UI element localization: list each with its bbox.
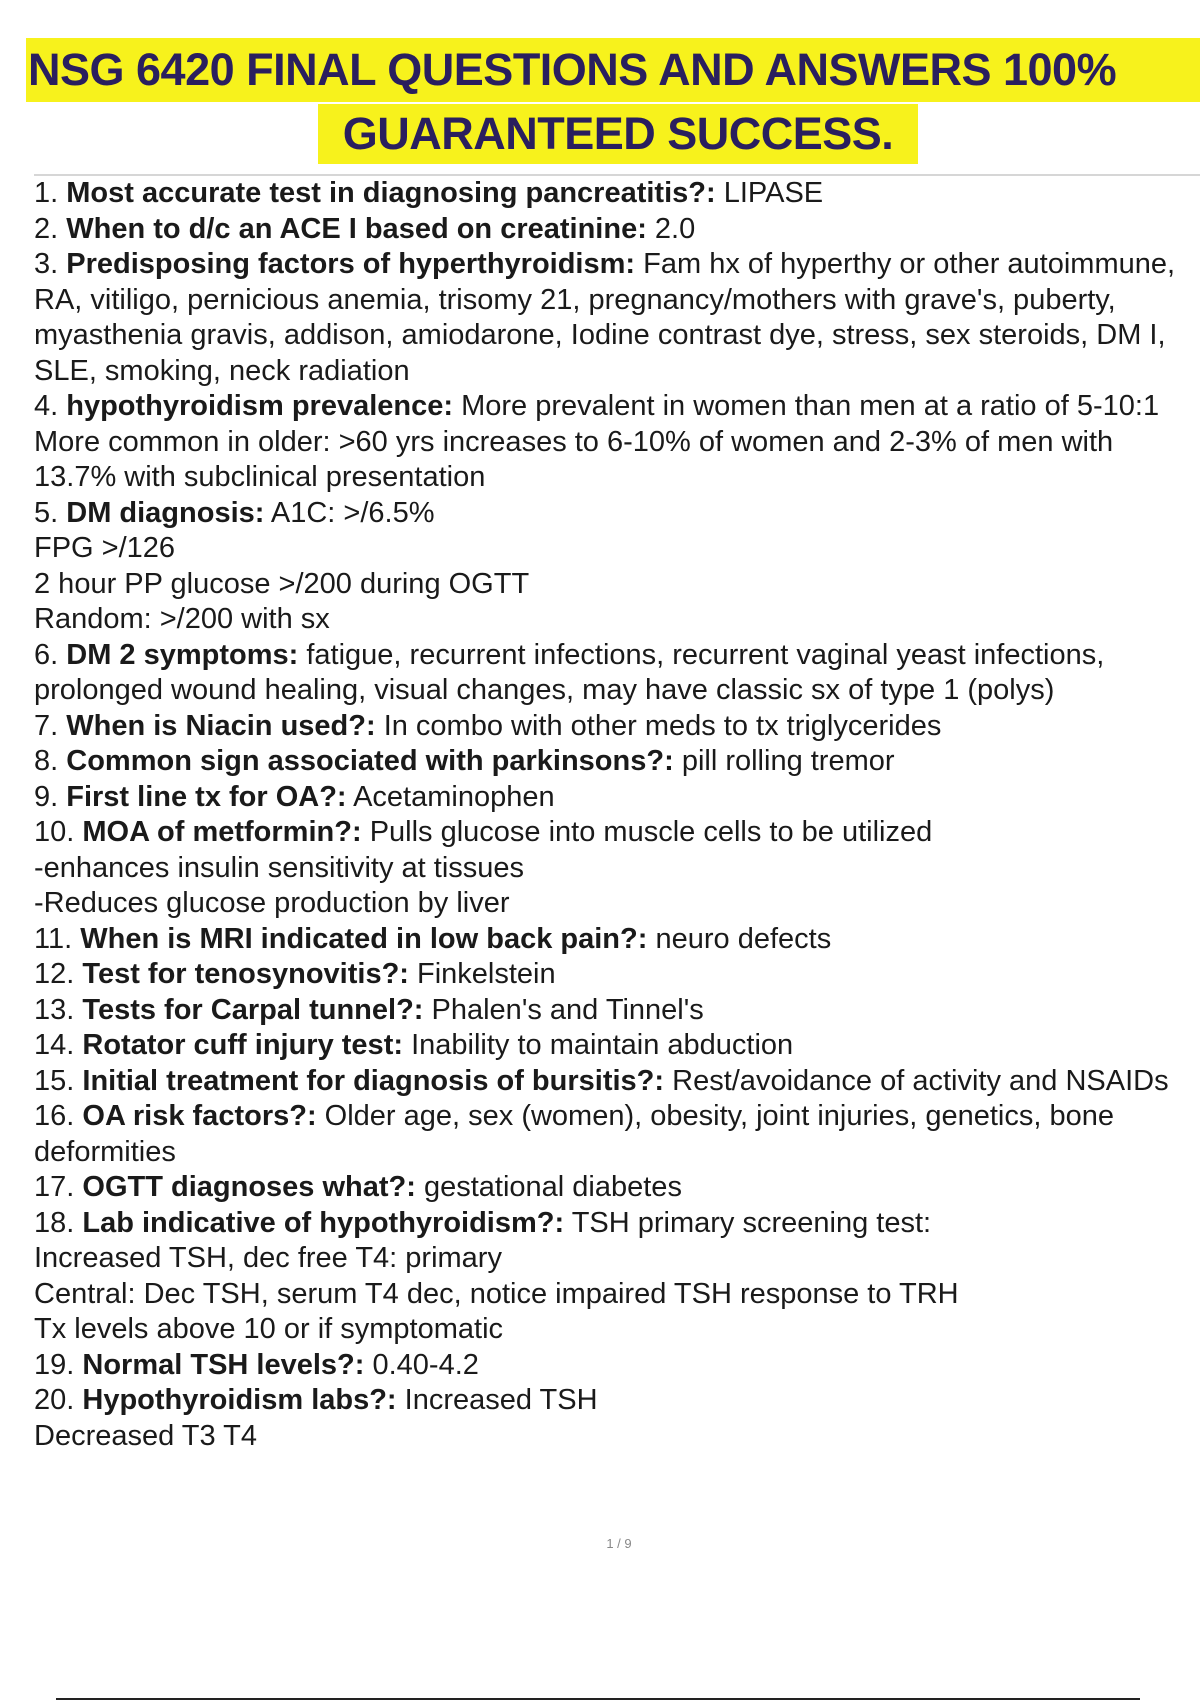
qa-answer: 2.0 [654,212,696,245]
qa-question: Common sign associated with parkinsons?: [66,745,674,777]
qa-answer: Rest/avoidance of activity and NSAIDs [672,1064,1169,1097]
qa-answer-line: -enhances insulin sensitivity at tissues [34,851,525,884]
title-highlight-line2 [318,104,918,164]
qa-answer: pill rolling tremor [681,745,895,777]
qa-item [34,993,1200,1029]
qa-item [34,780,1200,816]
qa-question: OA risk factors?: [82,1100,317,1132]
qa-answer: Phalen's and Tinnel's [431,993,704,1026]
qa-item [34,957,1200,993]
qa-answer: Older age, sex (women), obesity, joint injuries, genetics, bone deformities [34,1100,1114,1168]
qa-answer: Pulls glucose into muscle cells to be utilized [369,816,933,848]
qa-answer: Inability to maintain abduction [411,1029,794,1061]
qa-answer: LIPASE [723,177,824,209]
qa-answer-line: Tx levels above 10 or if symptomatic [34,1313,504,1345]
qa-item [34,389,1200,425]
qa-item [34,744,1200,780]
qa-number: 20. [34,1384,75,1416]
qa-item [34,1064,1200,1100]
qa-item [34,638,1200,709]
qa-item [34,496,1200,532]
qa-question: Normal TSH levels?: [82,1348,365,1381]
qa-answer: neuro defects [655,922,832,955]
qa-number: 6. [34,638,59,671]
qa-list [34,176,1200,1454]
qa-answer-line: More common in older: >60 yrs increases to 6-10% of women and 2-3% of men with 13.7% with subclinical presentation [34,425,1114,493]
qa-question: First line tx for OA?: [66,780,347,813]
qa-answer: Increased TSH [404,1384,598,1416]
qa-answer: gestational diabetes [423,1171,682,1203]
qa-question: Initial treatment for diagnosis of bursitis?: [82,1064,665,1097]
qa-number: 4. [34,390,59,422]
qa-item [34,815,1200,851]
qa-answer: In combo with other meds to tx triglycerides [383,709,942,742]
qa-item [34,212,1200,248]
qa-item [34,1206,1200,1242]
qa-question: OGTT diagnoses what?: [82,1171,416,1203]
page-number: 1 / 9 [606,1536,632,1551]
qa-answer: 0.40-4.2 [372,1348,479,1381]
qa-number: 3. [34,248,59,280]
qa-answer: TSH primary screening test: [571,1206,932,1239]
qa-question: Tests for Carpal tunnel?: [82,993,424,1026]
qa-item [34,922,1200,958]
qa-question: When to d/c an ACE I based on creatinine: [66,212,647,245]
qa-answer: Finkelstein [417,958,556,990]
qa-answer: fatigue, recurrent infections, recurrent vaginal yeast infections, prolonged wound healing, visual changes, may have classic sx of type 1 (polys) [34,638,1105,706]
qa-number: 14. [34,1029,75,1061]
qa-question: Lab indicative of hypothyroidism?: [82,1206,565,1239]
qa-item [34,1028,1200,1064]
qa-item [34,176,1200,212]
qa-question: Predisposing factors of hyperthyroidism: [66,248,636,280]
qa-answer-line: 2 hour PP glucose >/200 during OGTT [34,567,530,600]
qa-item [34,1099,1200,1170]
qa-question: MOA of metformin?: [82,816,362,848]
qa-answer-line: Decreased T3 T4 [34,1419,257,1452]
qa-number: 19. [34,1348,75,1381]
qa-question: When is MRI indicated in low back pain?: [80,922,648,955]
qa-number: 1. [34,177,59,209]
qa-item [34,1170,1200,1206]
qa-question: hypothyroidism prevalence: [66,390,454,422]
qa-answer-line: Central: Dec TSH, serum T4 dec, notice impaired TSH response to TRH [34,1277,959,1310]
qa-item [34,247,1200,389]
qa-number: 8. [34,745,59,777]
qa-answer-line: Random: >/200 with sx [34,603,330,635]
qa-answer: Acetaminophen [353,780,555,813]
qa-answer: A1C: >/6.5% [270,496,435,529]
qa-item [34,1348,1200,1384]
qa-number: 18. [34,1206,75,1239]
qa-number: 7. [34,709,59,742]
qa-number: 9. [34,780,59,813]
qa-answer-line: -Reduces glucose production by liver [34,887,510,919]
qa-number: 2. [34,212,59,245]
title-line1: NSG 6420 FINAL QUESTIONS AND ANSWERS 100% [28,44,1117,95]
qa-question: Test for tenosynovitis?: [82,958,409,990]
qa-number: 10. [34,816,75,848]
qa-answer: More prevalent in women than men at a ratio of 5-10:1 [461,390,1160,422]
qa-answer-line: FPG >/126 [34,532,176,564]
qa-number: 15. [34,1064,75,1097]
qa-number: 11. [34,922,73,955]
qa-number: 16. [34,1100,75,1132]
qa-number: 13. [34,993,75,1026]
qa-question: Most accurate test in diagnosing pancreatitis?: [66,177,716,209]
qa-question: DM 2 symptoms: [66,638,299,671]
qa-question: DM diagnosis: [66,496,265,529]
qa-number: 5. [34,496,59,529]
qa-answer: Fam hx of hyperthy or other autoimmune, RA, vitiligo, pernicious anemia, trisomy 21, pregnancy/mothers with grave's, puberty, myasthenia gravis, addison, amiodarone, Iodine contrast dye, stress, sex steroids, DM I, SLE, smoking, neck radiation [34,248,1176,387]
qa-number: 12. [34,958,75,990]
qa-answer-line: Increased TSH, dec free T4: primary [34,1242,502,1274]
title-line2: GUARANTEED SUCCESS. [342,108,894,159]
qa-question: Rotator cuff injury test: [82,1029,404,1061]
qa-question: Hypothyroidism labs?: [82,1384,397,1416]
qa-item [34,709,1200,745]
qa-number: 17. [34,1171,75,1203]
title-highlight-line1 [26,38,1200,102]
qa-question: When is Niacin used?: [66,709,376,742]
qa-item [34,1383,1200,1419]
